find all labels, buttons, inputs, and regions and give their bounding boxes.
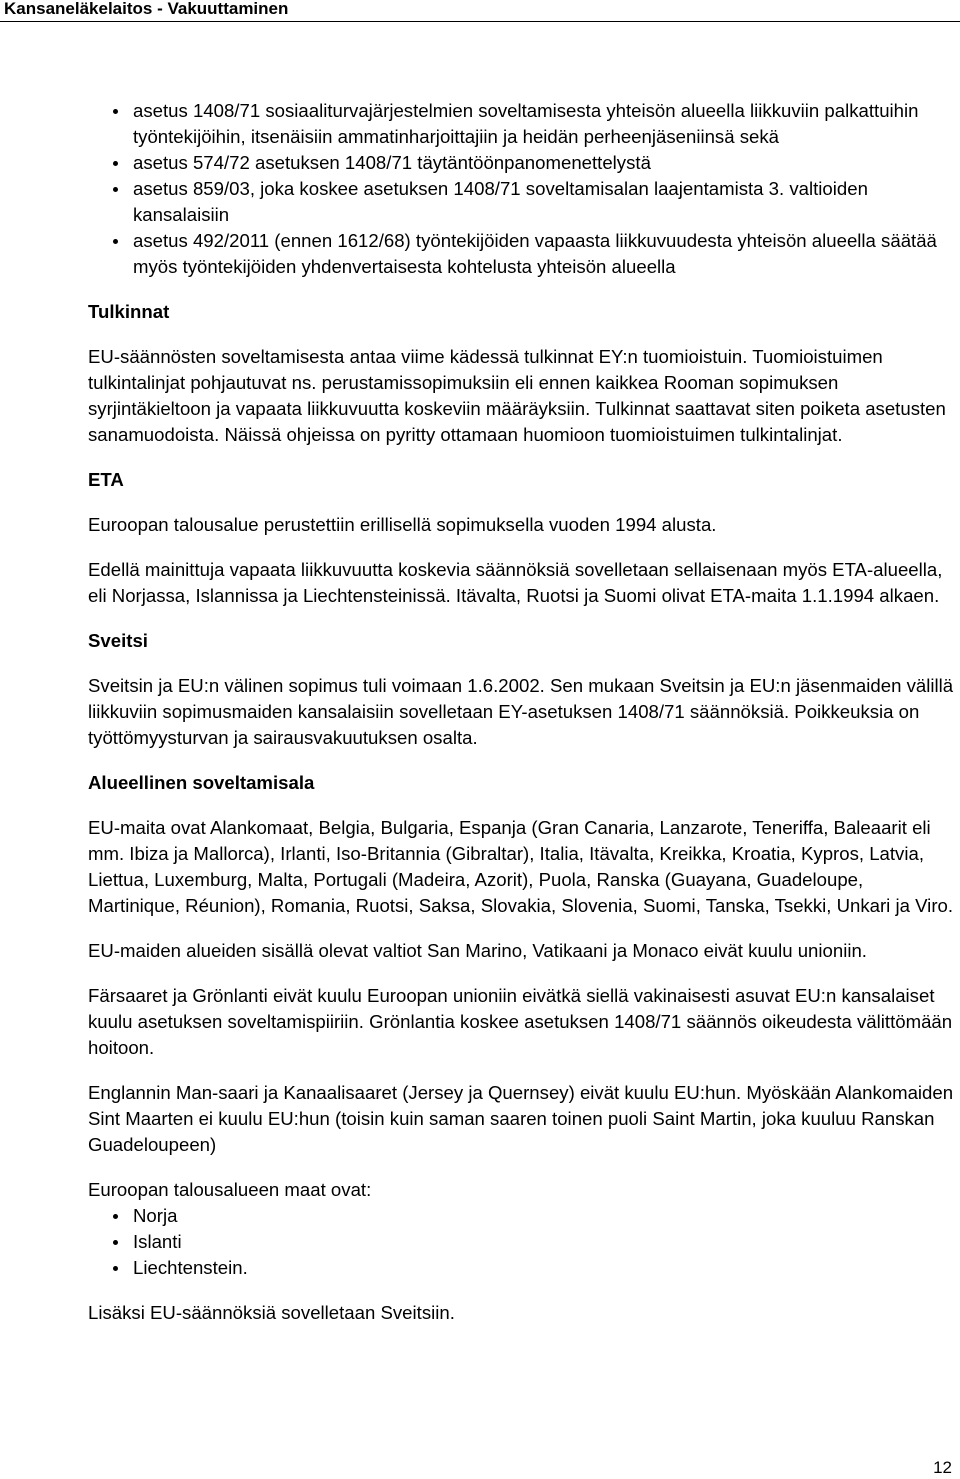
eta-paragraph-2: Edellä mainittuja vapaata liikkuvuutta koskevia säännöksiä sovelletaan sellaisenaan myös ETA-alueella, eli Norjassa, Islannissa ja Liechtensteinissä. Itävalta, Ruotsi ja Suomi olivat ETA-maita 1.1.1994 alkaen. <box>88 559 943 606</box>
page-number: 12 <box>933 1458 952 1477</box>
heading-eta: ETA <box>88 469 124 490</box>
alueellinen-paragraph-5: Euroopan talousalueen maat ovat: <box>88 1179 372 1200</box>
document-body <box>88 98 954 1326</box>
list-item: asetus 1408/71 sosiaaliturvajärjestelmien soveltamisesta yhteisön alueella liikkuviin palkattuihin työntekijöihin, itsenäisiin ammatinharjoittajiin ja heidän perheenjäseniinsä sekä <box>133 98 954 150</box>
regulation-list <box>88 98 954 280</box>
list-item: Islanti <box>133 1229 954 1255</box>
heading-alueellinen: Alueellinen soveltamisala <box>88 772 315 793</box>
header-title: Kansaneläkelaitos - Vakuuttaminen <box>4 0 289 18</box>
alueellinen-paragraph-3: Färsaaret ja Grönlanti eivät kuulu Euroopan unioniin eivätkä siellä vakinaisesti asuvat EU:n kansalaiset kuulu asetuksen soveltamispiiriin. Grönlantia koskee asetuksen 1408/71 säännös oikeudesta välittömään hoitoon. <box>88 985 953 1058</box>
alueellinen-paragraph-1: EU-maita ovat Alankomaat, Belgia, Bulgaria, Espanja (Gran Canaria, Lanzarote, Teneriffa, Baleaarit eli mm. Ibiza ja Mallorca), Irlanti, Iso-Britannia (Gibraltar), Italia, Itävalta, Kreikka, Kroatia, Kypros, Latvia, Liettua, Luxemburg, Malta, Portugali (Madeira, Azorit), Puola, Ranska (Guayana, Guadeloupe, Martinique, Réunion), Romania, Ruotsi, Saksa, Slovakia, Slovenia, Suomi, Tanska, Tsekki, Unkari ja Viro. <box>88 817 954 916</box>
sveitsi-paragraph: Sveitsin ja EU:n välinen sopimus tuli voimaan 1.6.2002. Sen mukaan Sveitsin ja EU:n jäsenmaiden välillä liikkuviin sopimusmaiden kansalaisiin sovelletaan EY-asetuksen 1408/71 säännöksiä. Poikkeuksia on työttömyysturvan ja sairausvakuutuksen osalta. <box>88 675 954 748</box>
alueellinen-paragraph-4: Englannin Man-saari ja Kanaalisaaret (Jersey ja Quernsey) eivät kuulu EU:hun. Myöskään Alankomaiden Sint Maarten ei kuulu EU:hun (toisin kuin saman saaren toinen puoli Saint Martin, joka kuuluu Ranskan Guadeloupeen) <box>88 1082 954 1155</box>
alueellinen-paragraph-6: Lisäksi EU-säännöksiä sovelletaan Sveitsiin. <box>88 1302 455 1323</box>
tulkinnat-paragraph: EU-säännösten soveltamisesta antaa viime kädessä tulkinnat EY:n tuomioistuin. Tuomioistuimen tulkintalinjat pohjautuvat ns. perustamissopimuksiin eli ennen kaikkea Rooman sopimuksen syrjintäkieltoon ja vapaata liikkuvuutta koskeviin määräyksiin. Tulkinnat saattavat siten poiketa asetusten sanamuodoista. Näissä ohjeissa on pyritty ottamaan huomioon tuomioistuimen tulkintalinjat. <box>88 346 946 445</box>
eta-paragraph-1: Euroopan talousalue perustettiin erillisellä sopimuksella vuoden 1994 alusta. <box>88 514 717 535</box>
heading-sveitsi: Sveitsi <box>88 630 148 651</box>
list-item: asetus 574/72 asetuksen 1408/71 täytäntöönpanomenettelystä <box>133 150 954 176</box>
list-item: Norja <box>133 1203 954 1229</box>
heading-tulkinnat: Tulkinnat <box>88 301 170 322</box>
page-header <box>0 0 960 22</box>
eta-country-list <box>88 1203 954 1281</box>
alueellinen-paragraph-2: EU-maiden alueiden sisällä olevat valtiot San Marino, Vatikaani ja Monaco eivät kuulu unioniin. <box>88 940 867 961</box>
list-item: asetus 492/2011 (ennen 1612/68) työntekijöiden vapaasta liikkuvuudesta yhteisön alueella säätää myös työntekijöiden yhdenvertaisesta kohtelusta yhteisön alueella <box>133 228 954 280</box>
list-item: Liechtenstein. <box>133 1255 954 1281</box>
list-item: asetus 859/03, joka koskee asetuksen 1408/71 soveltamisalan laajentamista 3. valtioiden kansalaisiin <box>133 176 954 228</box>
